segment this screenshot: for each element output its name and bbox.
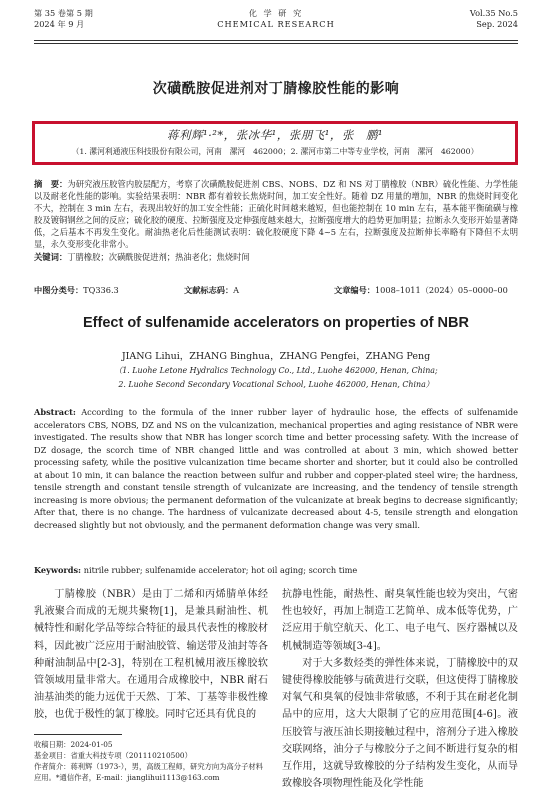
paper-title-cn: 次磺酰胺促进剂对丁腈橡胶性能的影响: [152, 81, 400, 97]
body-column-left: [34, 586, 268, 724]
doc-code-value: A: [233, 285, 240, 295]
abstract-en-label: Abstract:: [34, 407, 76, 417]
authors-en: JIANG Lihui，ZHANG Binghua，ZHANG Pengfei，ZHANG Peng: [121, 351, 431, 362]
footnote-rule: [34, 734, 122, 735]
header-vol-no: Vol.35 No.5: [469, 8, 518, 18]
article-no-label: 文章编号：: [334, 285, 375, 295]
header-date-cn: 2024 年 9 月: [34, 19, 85, 29]
footnote-received: 收稿日期：2024-01-05: [34, 740, 113, 749]
abstract-cn: [34, 178, 518, 263]
classification-line: [34, 285, 518, 297]
footnote-fund: 基金项目：省重大科技专项（201110210500）: [34, 751, 192, 760]
footnotes: [34, 739, 268, 783]
header-rule-thin: [34, 43, 518, 44]
document-code: [184, 285, 239, 296]
body-paragraph: 丁腈橡胶（NBR）是由丁二烯和丙烯腈单体经乳液聚合而成的无规共聚物[1]，是兼具耐油性、机械特性和耐化学品等综合特征的最具代表性的橡胶材料，因此被广泛应用于耐油胶管、输送带及油封等各种耐油制品中[2-3]，特别在工程机械用液压橡胶软管领域用量非常大。在通用合成橡胶中，NBR 耐石油基油类的能力远优于天然、丁苯、丁基等非极性橡胶，也优于极性的氯丁橡胶。同时它还具有优良的: [34, 589, 268, 721]
running-header: [34, 8, 518, 38]
affiliation-en-2: 2. Luohe Second Secondary Vocational School, Luohe 462000, Henan, China）: [118, 379, 434, 389]
header-journal-cn: 化 学 研 究: [248, 8, 304, 18]
keywords-en-label: Keywords:: [34, 565, 82, 575]
header-rule: [34, 40, 518, 41]
affiliation-en-1: （1. Luohe Letone Hydralics Technology Co., Ltd., Luohe 462000, Henan, China;: [114, 366, 438, 375]
article-no-value: 1008–1011（2024）05–0000–00: [374, 285, 508, 295]
authors-cn: 蒋利辉¹·²*，张冰华¹，张朋飞¹，张 鹏¹: [167, 128, 383, 142]
keywords-en: [34, 564, 518, 576]
header-volume: [470, 8, 518, 30]
body-paragraph: 抗静电性能，耐热性、耐臭氧性能也较为突出，气密性也较好，再加上制造工艺简单、成本低等优势，广泛应用于航空航天、化工、电子电气、医疗器械以及机械制造等领域[3-4]。: [282, 589, 518, 652]
header-date-en: Sep. 2024: [476, 19, 518, 29]
abstract-en-text: According to the formula of the inner rubber layer of hydraulic hose, the effects of sulfenamide accelerators CBS, NOBS, DZ and NS on the vulcanization, mechanical properties and aging resistance of NBR were investigated. The results show that NBR has longer scorch time and better processing safety. With the increase of DZ dosage, the scorch time of NBR changed little and was controlled at about 3 min, which showed better processing safety, while the positive vulcanization time became shorter and shorter, but it could also be controlled at about 10 min, it can balance the reaction between sulfur and rubber and copper-plated steel wire; the hardness, tensile strength and constant tensile strength of vulcanizate are increasing, and the tendency of tensile strength increasing is more obvious; the permanent deformation of the vulcanizate at break begins to decrease significantly; After that, there is no change. The hardness of vulcanizate decreased about 4-5, tensile strength and elongation decreased slightly but not obviously, and the permanent deformation change was very small.: [34, 407, 519, 530]
header-volume-issue: 第 35 卷第 5 期: [34, 8, 93, 18]
keywords-cn-label: 关键词：: [34, 251, 68, 262]
affiliation-cn: （1. 漯河利通液压科技股份有限公司，河南 漯河 462000；2. 漯河市第二中等专业学校，河南 漯河 462000）: [71, 147, 479, 156]
abstract-cn-label: 摘 要：: [34, 179, 68, 189]
affiliation-en: [0, 364, 552, 391]
body-column-right: [282, 586, 518, 792]
abstract-en: [34, 406, 518, 531]
clc-label: 中图分类号：: [34, 285, 84, 295]
header-journal: [34, 8, 518, 30]
clc-code: [34, 285, 119, 296]
keywords-en-text: nitrile rubber; sulfenamide accelerator; hot oil aging; scorch time: [83, 565, 358, 575]
author-highlight-box: [32, 121, 518, 165]
abstract-cn-text: 为研究液压胶管内胶层配方，考察了次磺酰胺促进剂 CBS、NOBS、DZ 和 NS 对丁腈橡胶（NBR）硫化性能、力学性能以及耐老化性能的影响。实验结果表明：NBR 都有着较长焦烧时间，加工安全性好。随着 DZ 用量的增加，NBR 的焦烧时间变化不大，控制在 3 min 左右，表现出较好的加工安全性能；正硫化时间越来越短，但也能控制在 10 min 左右，基本能平衡硫磺与橡胶及镀铜钢丝之间的反应；硫化胶的硬度、拉断强度及定伸强度越来越大，拉断强度增大的趋势更加明显；拉断永久变形开始显著降低，之后基本不再发生变化。耐油热老化后性能测试表明：硫化胶硬度下降 4~5 左右，拉断强度及拉断伸长率略有下降但不太明显，永久变形变化非常小。: [34, 179, 518, 250]
paper-title-en: Effect of sulfenamide accelerators on properties of NBR: [83, 315, 469, 331]
article-number: [334, 285, 508, 296]
footnote-author: 作者简介：蒋利辉（1973-），男，高级工程师，研究方向为高分子材料应用。*通信作者，E-mail：jianglihui1113@163.com: [34, 762, 263, 782]
header-journal-en: CHEMICAL RESEARCH: [217, 19, 335, 29]
body-paragraph: 对于大多数烃类的弹性体来说，丁腈橡胶中的双键使得橡胶能够与硫黄进行交联，但这使得丁腈橡胶对氧气和臭氧的侵蚀非常敏感，不利于其在耐老化制品中的应用，这大大限制了它的应用范围[4-6]。液压胶管与液压油长期接触过程中，溶剂分子进入橡胶交联网络，油分子与橡胶分子之间不断进行复杂的相互作用，这就导致橡胶的分子结构发生变化，从而导致橡胶各项物理性能及化学性能: [282, 657, 518, 790]
keywords-cn-text: 丁腈橡胶；次磺酰胺促进剂；热油老化；焦烧时间: [67, 251, 250, 262]
doc-code-label: 文献标志码：: [184, 285, 234, 295]
clc-value: TQ336.3: [83, 285, 119, 295]
